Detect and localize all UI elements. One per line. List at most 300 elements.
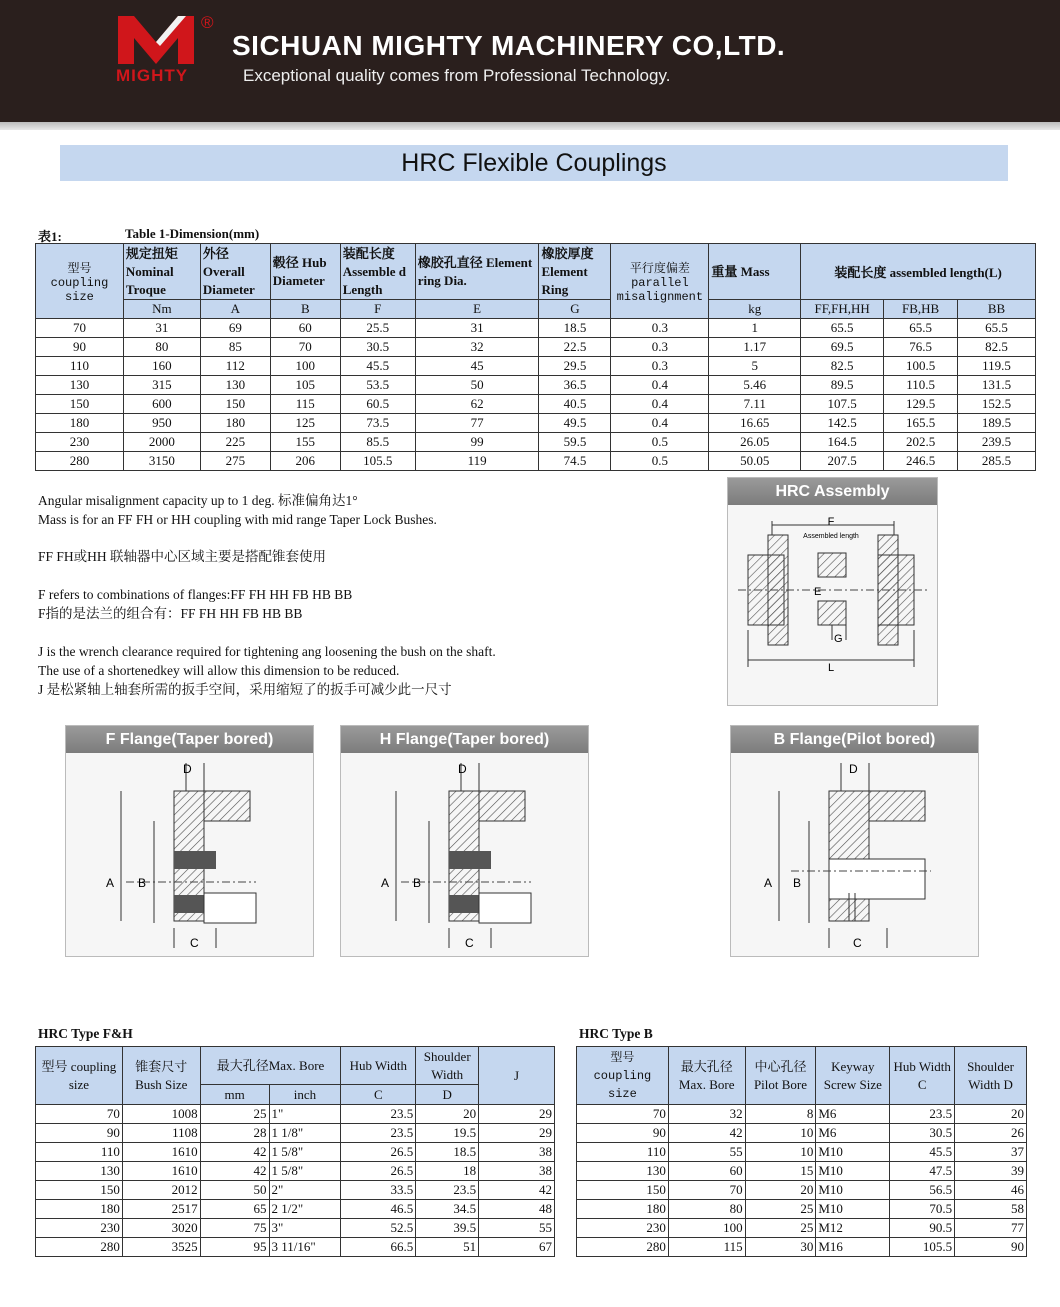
table-cell: 119.5 (958, 357, 1036, 376)
table-row (577, 1200, 1027, 1219)
table-cell: 2000 (123, 433, 200, 452)
table-cell: 25 (745, 1200, 816, 1219)
table-cell: 89.5 (801, 376, 884, 395)
table3-caption: HRC Type B (579, 1026, 653, 1041)
table-cell: 2 1/2" (269, 1200, 341, 1219)
table-cell: 1610 (122, 1162, 200, 1181)
table-cell: 130 (36, 1162, 123, 1181)
table-cell: 50 (200, 1181, 269, 1200)
table-cell: 10 (745, 1143, 816, 1162)
table-cell: 189.5 (958, 414, 1036, 433)
table-cell: 90.5 (890, 1219, 955, 1238)
table-cell: 48 (479, 1200, 555, 1219)
table-cell: 47.5 (890, 1162, 955, 1181)
table-cell: 20 (416, 1105, 479, 1124)
col-length: 装配长度 assembled length(L) (801, 244, 1036, 300)
table-cell: 1108 (122, 1124, 200, 1143)
table-cell: 60 (668, 1162, 745, 1181)
table-cell: 82.5 (958, 338, 1036, 357)
table-cell: 42 (200, 1143, 269, 1162)
table-cell: 280 (36, 452, 124, 471)
table-cell: 23.5 (416, 1181, 479, 1200)
col-hub: 毂径 Hub Diameter (270, 244, 340, 300)
table-cell: 110 (36, 1143, 123, 1162)
col-parallel: 平行度偏差 parallel misalignment (611, 244, 709, 319)
sub-inch: inch (269, 1085, 341, 1105)
col-bore: 最大孔径 Max. Bore (668, 1047, 745, 1105)
table-cell: 105 (270, 376, 340, 395)
table-cell: 42 (479, 1181, 555, 1200)
table-cell: 80 (668, 1200, 745, 1219)
table-cell: 1008 (122, 1105, 200, 1124)
table-cell: 70.5 (890, 1200, 955, 1219)
h-flange-title: H Flange(Taper bored) (341, 726, 588, 753)
table-cell: 90 (36, 338, 124, 357)
table-cell: 1 (709, 319, 801, 338)
company-name: SICHUAN MIGHTY MACHINERY CO,LTD. (232, 30, 786, 61)
table-cell: 950 (123, 414, 200, 433)
table-cell: 33.5 (341, 1181, 416, 1200)
table-cell: 75 (200, 1219, 269, 1238)
note-wrench: J is the wrench clearance required for tightening ang loosening the bush on the shaft. (38, 644, 496, 659)
table-row (36, 357, 1036, 376)
table-cell: 76.5 (884, 338, 958, 357)
table-cell: M6 (816, 1105, 890, 1124)
table-cell: 55 (668, 1143, 745, 1162)
table-cell: 142.5 (801, 414, 884, 433)
label-f: F (827, 516, 835, 528)
table-cell: 26.5 (341, 1162, 416, 1181)
table-cell: 70 (270, 338, 340, 357)
type-b-table-body (577, 1105, 1027, 1257)
table-cell: 119 (415, 452, 539, 471)
table-row (36, 319, 1036, 338)
label-d: D (849, 762, 858, 776)
table-cell: 155 (270, 433, 340, 452)
table-cell: 40.5 (539, 395, 611, 414)
table-cell: 46 (955, 1181, 1027, 1200)
table-cell: 165.5 (884, 414, 958, 433)
sub-header: F (340, 300, 415, 319)
col-shoulder: Shoulder Width D (955, 1047, 1027, 1105)
col-size: 型号 coupling size (577, 1047, 669, 1105)
table-cell: 2517 (122, 1200, 200, 1219)
table-cell: 230 (577, 1219, 669, 1238)
table-cell: 230 (36, 433, 124, 452)
b-flange-drawing (731, 753, 978, 957)
table-cell: M10 (816, 1162, 890, 1181)
table-cell: 66.5 (341, 1238, 416, 1257)
table-cell: 65.5 (801, 319, 884, 338)
table-cell: 1" (269, 1105, 341, 1124)
table1-caption-cn: 表1: (38, 229, 62, 244)
table-cell: 0.5 (611, 433, 709, 452)
table-cell: 1 1/8" (269, 1124, 341, 1143)
col-size: 型号 coupling size (36, 244, 124, 319)
table-cell: 55 (479, 1219, 555, 1238)
table-cell: 18 (416, 1162, 479, 1181)
table-cell: 180 (36, 1200, 123, 1219)
table-cell: 39.5 (416, 1219, 479, 1238)
col-size: 型号 coupling size (36, 1047, 123, 1105)
f-flange-title: F Flange(Taper bored) (66, 726, 313, 753)
table-row (577, 1105, 1027, 1124)
table-cell: M12 (816, 1219, 890, 1238)
table-cell: 70 (36, 1105, 123, 1124)
table-cell: 10 (745, 1124, 816, 1143)
label-d: D (183, 762, 192, 776)
table-cell: 180 (36, 414, 124, 433)
note-angular: Angular misalignment capacity up to 1 deg. 标准偏角达1° (38, 493, 358, 508)
table-cell: 36.5 (539, 376, 611, 395)
registered-mark: ® (201, 13, 214, 32)
table-cell: 150 (577, 1181, 669, 1200)
table-cell: 85 (200, 338, 270, 357)
dimension-table (35, 243, 1036, 471)
table-cell: 105.5 (890, 1238, 955, 1257)
table-row (577, 1219, 1027, 1238)
table-cell: 80 (123, 338, 200, 357)
table-cell: 130 (36, 376, 124, 395)
col-bore: 最大孔径Max. Bore (200, 1047, 341, 1085)
table-cell: 69.5 (801, 338, 884, 357)
table-cell: 28 (200, 1124, 269, 1143)
label-l: L (828, 662, 835, 674)
col-torque: 规定扭矩 Nominal Troque (123, 244, 200, 300)
label-e: E (814, 586, 822, 598)
table-cell: 206 (270, 452, 340, 471)
table-cell: 32 (415, 338, 539, 357)
table-cell: 280 (36, 1238, 123, 1257)
table-row (36, 376, 1036, 395)
sub-mm: mm (200, 1085, 269, 1105)
table-cell: M10 (816, 1143, 890, 1162)
type-b-table (576, 1046, 1027, 1257)
b-flange-title: B Flange(Pilot bored) (731, 726, 978, 753)
table-cell: 100.5 (884, 357, 958, 376)
table-row (577, 1143, 1027, 1162)
h-flange-drawing (341, 753, 588, 957)
table-cell: 32 (668, 1105, 745, 1124)
table-cell: M6 (816, 1124, 890, 1143)
table-row (36, 395, 1036, 414)
table-cell: 180 (577, 1200, 669, 1219)
table-cell: 18.5 (539, 319, 611, 338)
table-cell: 19.5 (416, 1124, 479, 1143)
table-cell: 5.46 (709, 376, 801, 395)
table-cell: 26.05 (709, 433, 801, 452)
table-cell: 49.5 (539, 414, 611, 433)
table-cell: 0.3 (611, 338, 709, 357)
table-row (577, 1181, 1027, 1200)
table-cell: M16 (816, 1238, 890, 1257)
assembly-diagram (727, 477, 938, 706)
note-flanges-cn: F指的是法兰的组合有：FF FH HH FB HB BB (38, 606, 303, 621)
table-cell: 105.5 (340, 452, 415, 471)
f-flange-diagram (65, 725, 314, 957)
table-cell: 30.5 (890, 1124, 955, 1143)
table-cell: 42 (200, 1162, 269, 1181)
table-cell: 69 (200, 319, 270, 338)
table-cell: 34.5 (416, 1200, 479, 1219)
table-cell: 285.5 (958, 452, 1036, 471)
table-cell: 31 (415, 319, 539, 338)
label-c: C (465, 936, 474, 950)
table-cell: 67 (479, 1238, 555, 1257)
table-cell: 82.5 (801, 357, 884, 376)
table-cell: 18.5 (416, 1143, 479, 1162)
type-fh-table-body (36, 1105, 555, 1257)
label-assembled: Assembled length (803, 533, 859, 540)
table-cell: 150 (200, 395, 270, 414)
table-row (577, 1162, 1027, 1181)
table-cell: 1.17 (709, 338, 801, 357)
table-cell: 58 (955, 1200, 1027, 1219)
table-cell: 0.4 (611, 376, 709, 395)
table-cell: 99 (415, 433, 539, 452)
table-cell: 115 (668, 1238, 745, 1257)
table-cell: 73.5 (340, 414, 415, 433)
table-cell: 42 (668, 1124, 745, 1143)
col-element-dia: 橡胶孔直径 Element ring Dia. (415, 244, 539, 300)
table-cell: 65.5 (884, 319, 958, 338)
table-cell: 129.5 (884, 395, 958, 414)
table-cell: 275 (200, 452, 270, 471)
table-cell: 70 (577, 1105, 669, 1124)
table-cell: 0.5 (611, 452, 709, 471)
table-cell: 25 (745, 1219, 816, 1238)
table-cell: 46.5 (341, 1200, 416, 1219)
table-cell: 22.5 (539, 338, 611, 357)
table-cell: 60 (270, 319, 340, 338)
page-title: HRC Flexible Couplings (60, 145, 1008, 181)
table-cell: 100 (270, 357, 340, 376)
table-cell: 90 (577, 1124, 669, 1143)
table-cell: 70 (36, 319, 124, 338)
col-element-ring: 橡胶厚度 Element Ring (539, 244, 611, 300)
sub-header: kg (709, 300, 801, 319)
table-cell: 29 (479, 1105, 555, 1124)
table-cell: 45 (415, 357, 539, 376)
note-wrench-cn: J 是松紧轴上轴套所需的扳手空间，采用缩短了的扳手可减少此一尺寸 (38, 682, 452, 697)
table-cell: 7.11 (709, 395, 801, 414)
table-cell: 3020 (122, 1219, 200, 1238)
table-cell: 74.5 (539, 452, 611, 471)
sub-header: Nm (123, 300, 200, 319)
table-row (577, 1238, 1027, 1257)
label-b: B (413, 876, 422, 890)
table-row (36, 1219, 555, 1238)
label-b: B (793, 876, 802, 890)
table-row (36, 1238, 555, 1257)
table-row (36, 1143, 555, 1162)
label-b: B (138, 876, 147, 890)
table-row (36, 338, 1036, 357)
table-cell: 25 (200, 1105, 269, 1124)
table-cell: 62 (415, 395, 539, 414)
note-mass: Mass is for an FF FH or HH coupling with mid range Taper Lock Bushes. (38, 512, 437, 527)
table-cell: 2" (269, 1181, 341, 1200)
table-cell: 50.05 (709, 452, 801, 471)
table-cell: 3 11/16" (269, 1238, 341, 1257)
table-cell: 8 (745, 1105, 816, 1124)
table-cell: 65 (200, 1200, 269, 1219)
table-cell: 90 (955, 1238, 1027, 1257)
table-cell: 110 (577, 1143, 669, 1162)
table-cell: 246.5 (884, 452, 958, 471)
table-cell: 1 5/8" (269, 1143, 341, 1162)
table-cell: 3150 (123, 452, 200, 471)
label-c: C (190, 936, 199, 950)
table1-caption: Table 1-Dimension(mm) (125, 226, 260, 241)
table-cell: 30.5 (340, 338, 415, 357)
table-cell: 600 (123, 395, 200, 414)
table-cell: 23.5 (341, 1105, 416, 1124)
sub-header: G (539, 300, 611, 319)
table-cell: 77 (955, 1219, 1027, 1238)
col-j: J (479, 1047, 555, 1105)
note-center: FF FH或HH 联轴器中心区域主要是搭配锥套使用 (38, 549, 327, 564)
table-row (36, 1105, 555, 1124)
f-flange-drawing (66, 753, 313, 957)
sub-d: D (416, 1085, 479, 1105)
table-cell: 115 (270, 395, 340, 414)
table-cell: 180 (200, 414, 270, 433)
col-bush: 锥套尺寸 Bush Size (122, 1047, 200, 1105)
table-row (36, 1124, 555, 1143)
table-cell: 0.4 (611, 414, 709, 433)
logo-text: MIGHTY (116, 66, 189, 85)
table-cell: 0.3 (611, 357, 709, 376)
table-cell: 15 (745, 1162, 816, 1181)
col-hub: Hub Width (341, 1047, 416, 1085)
table-cell: 95 (200, 1238, 269, 1257)
table-cell: 37 (955, 1143, 1027, 1162)
b-flange-diagram (730, 725, 979, 957)
table-cell: 85.5 (340, 433, 415, 452)
table-cell: 39 (955, 1162, 1027, 1181)
table-row (577, 1124, 1027, 1143)
table-cell: 3525 (122, 1238, 200, 1257)
table-cell: 31 (123, 319, 200, 338)
table-cell: 26 (955, 1124, 1027, 1143)
h-flange-diagram (340, 725, 589, 957)
col-keyway: Keyway Screw Size (816, 1047, 890, 1105)
table-cell: 60.5 (340, 395, 415, 414)
table-cell: 315 (123, 376, 200, 395)
table-cell: 112 (200, 357, 270, 376)
table-cell: 29 (479, 1124, 555, 1143)
table-cell: 38 (479, 1143, 555, 1162)
table-cell: 26.5 (341, 1143, 416, 1162)
table-row (36, 1181, 555, 1200)
table-cell: 5 (709, 357, 801, 376)
page-header (0, 0, 1060, 122)
table-cell: 30 (745, 1238, 816, 1257)
sub-header: E (415, 300, 539, 319)
assembly-drawing (728, 505, 937, 705)
table-cell: 53.5 (340, 376, 415, 395)
table-row (36, 1162, 555, 1181)
table-cell: 65.5 (958, 319, 1036, 338)
col-shoulder: Shoulder Width (416, 1047, 479, 1085)
table-cell: 77 (415, 414, 539, 433)
sub-header: FF,FH,HH (801, 300, 884, 319)
table-cell: 230 (36, 1219, 123, 1238)
table-row (36, 433, 1036, 452)
table-cell: 150 (36, 1181, 123, 1200)
table-cell: 45.5 (340, 357, 415, 376)
table-cell: 51 (416, 1238, 479, 1257)
mighty-logo-icon (116, 12, 206, 72)
table-cell: 125 (270, 414, 340, 433)
table-cell: 152.5 (958, 395, 1036, 414)
table-cell: 16.65 (709, 414, 801, 433)
table-cell: 202.5 (884, 433, 958, 452)
note-shortened-key: The use of a shortenedkey will allow this dimension to be reduced. (38, 663, 400, 678)
type-fh-table (35, 1046, 555, 1257)
sub-c: C (341, 1085, 416, 1105)
sub-header: B (270, 300, 340, 319)
table-cell: 1610 (122, 1143, 200, 1162)
table2-caption: HRC Type F&H (38, 1026, 133, 1041)
table-cell: 3" (269, 1219, 341, 1238)
sub-header: FB,HB (884, 300, 958, 319)
table-row (36, 452, 1036, 471)
table-cell: 70 (668, 1181, 745, 1200)
table-cell: 1 5/8" (269, 1162, 341, 1181)
table-cell: 110 (36, 357, 124, 376)
note-flanges: F refers to combinations of flanges:FF FH HH FB HB BB (38, 587, 353, 602)
col-pilot: 中心孔径 Pilot Bore (745, 1047, 816, 1105)
table-cell: 107.5 (801, 395, 884, 414)
label-a: A (106, 876, 115, 890)
col-overall: 外径 Overall Diameter (200, 244, 270, 300)
sub-header: BB (958, 300, 1036, 319)
dimension-table-body (36, 319, 1036, 471)
label-g: G (834, 633, 843, 645)
table-cell: 50 (415, 376, 539, 395)
company-slogan: Exceptional quality comes from Professional Technology. (243, 66, 671, 85)
sub-header: A (200, 300, 270, 319)
table-cell: 150 (36, 395, 124, 414)
table-cell: 20 (955, 1105, 1027, 1124)
table-cell: 131.5 (958, 376, 1036, 395)
table-cell: 52.5 (341, 1219, 416, 1238)
table-cell: 45.5 (890, 1143, 955, 1162)
table-cell: 59.5 (539, 433, 611, 452)
table-cell: 280 (577, 1238, 669, 1257)
table-cell: 0.3 (611, 319, 709, 338)
label-c: C (853, 936, 862, 950)
table-cell: 0.4 (611, 395, 709, 414)
table-cell: 38 (479, 1162, 555, 1181)
table-cell: 207.5 (801, 452, 884, 471)
table-cell: 29.5 (539, 357, 611, 376)
label-a: A (764, 876, 773, 890)
table-cell: 130 (200, 376, 270, 395)
table-cell: 110.5 (884, 376, 958, 395)
table-cell: 130 (577, 1162, 669, 1181)
label-d: D (458, 762, 467, 776)
table-cell: 20 (745, 1181, 816, 1200)
table-cell: 23.5 (890, 1105, 955, 1124)
table-cell: 100 (668, 1219, 745, 1238)
col-mass: 重量 Mass (709, 244, 801, 300)
table-cell: 2012 (122, 1181, 200, 1200)
header-divider (0, 122, 1060, 130)
table-cell: 239.5 (958, 433, 1036, 452)
